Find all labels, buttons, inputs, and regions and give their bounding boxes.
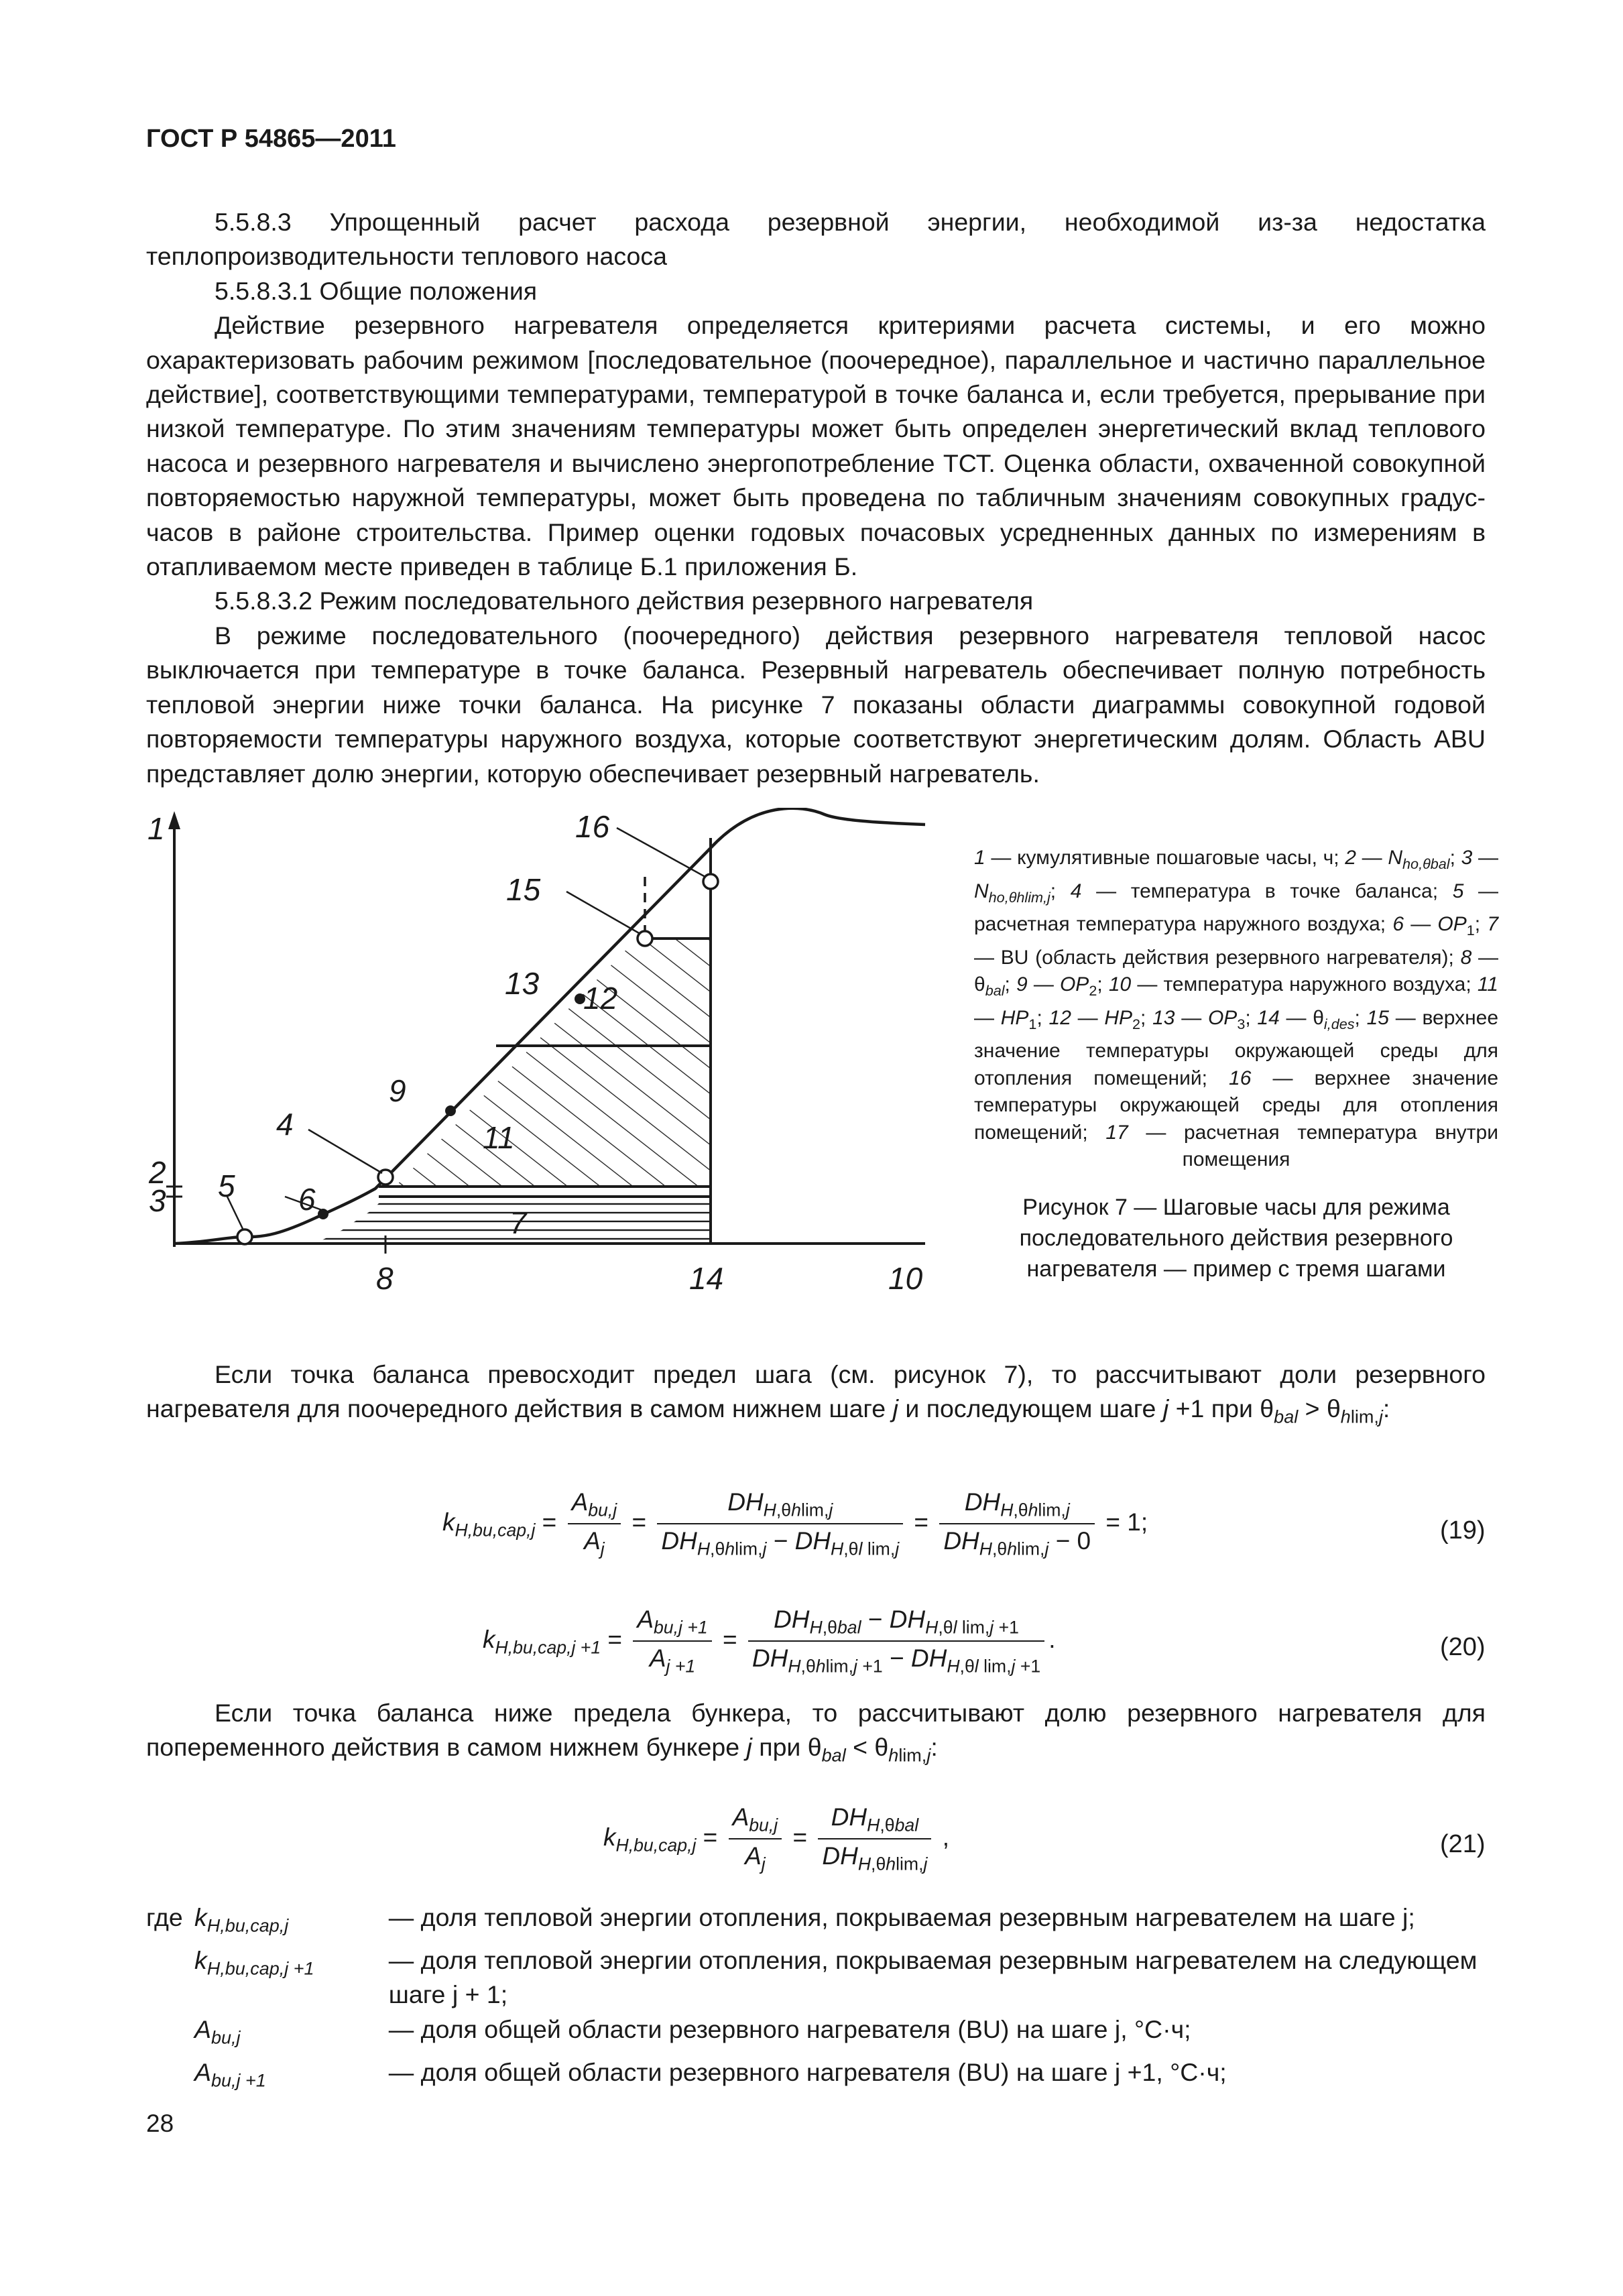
legend-item-9: 9 — $OP_2$; bbox=[1016, 973, 1103, 999]
region-11-hp1 bbox=[369, 1046, 711, 1187]
legend-item-5: 5 — расчетная температура наружного воздуха; bbox=[974, 880, 1499, 935]
label-x-8: 8 bbox=[376, 1261, 394, 1296]
label-9: 9 bbox=[389, 1073, 406, 1108]
point-5 bbox=[237, 1229, 252, 1244]
label-5: 5 bbox=[218, 1168, 235, 1203]
body-text-bunker bbox=[146, 1696, 1486, 1773]
label-11: 11 bbox=[483, 1120, 515, 1155]
figure-legend bbox=[974, 845, 1498, 1174]
equation-21-number: (21) bbox=[1440, 1830, 1486, 1858]
label-y-1: 1 bbox=[147, 811, 165, 846]
label-6: 6 bbox=[298, 1182, 316, 1217]
page-number: 28 bbox=[146, 2110, 174, 2137]
legend-item-1: 1 — кумулятивные пошаговые часы, ч; bbox=[974, 847, 1339, 869]
legend-item-7: 7 — BU (область действия резервного нагревателя); bbox=[974, 913, 1499, 969]
definition-row: $A_{bu,j +1}$ — доля общей области резервного нагревателя (BU) на шаге j +1, °С·ч; bbox=[194, 2057, 1227, 2091]
equation-21: $k_{H,bu,cap,j}$ = $\frac{A_{bu,j}}{A_j}$ = $\frac{DH_{H,\theta bal}}{DH_{H,\theta hlim,j}}$ , bbox=[603, 1803, 949, 1874]
legend-item-4: 4 — температура в точке баланса; bbox=[1070, 880, 1439, 902]
paragraph-balance-exceeds: Если точка баланса превосходит предел шага (см. рисунок 7), то рассчитывают доли резервного нагревателя для поочередного действия в самом нижнем шаге j и последующем шаге j +1 при $\theta_{bal} > \theta_{hlim,j}$: bbox=[146, 1360, 1486, 1427]
paragraph-sequential-mode: В режиме последовательного (поочередного) действия резервного нагревателя тепловой насос выключается при температуре в точке баланса. Резервный нагреватель обеспечивает полную потребность тепловой энергии ниже точки баланса. На рисунке 7 показаны области диаграммы совокупной годовой повторяемости температуры наружного воздуха, которые соответствуют энергетическим долям. Область ABU представляет долю энергии, которую обеспечивает резервный нагреватель. bbox=[146, 621, 1486, 788]
step-hours-diagram bbox=[147, 808, 939, 1331]
legend-item-10: 10 — температура наружного воздуха; bbox=[1108, 973, 1471, 995]
point-9 bbox=[445, 1105, 456, 1116]
definition-row: где $k_{H,bu,cap,j}$ — доля тепловой энергии отопления, покрываемая резервным нагревателем на шаге j; bbox=[146, 1900, 1487, 1943]
legend-item-14: 14 — $\theta_{i,des}$; bbox=[1257, 1006, 1360, 1032]
figure-7 bbox=[147, 808, 939, 1331]
legend-item-17: 17 — расчетная температура внутри помещения bbox=[1105, 1121, 1498, 1170]
label-x-14: 14 bbox=[689, 1261, 724, 1296]
where-label: где bbox=[146, 1903, 183, 1931]
figure-caption: Рисунок 7 — Шаговые часы для режима последовательного действия резервного нагревателя — пример с тремя шагами bbox=[1019, 1195, 1453, 1282]
paragraph-balance-below: Если точка баланса ниже предела бункера, то рассчитывают долю резервного нагревателя для попеременного действия в самом нижнем бункере j при $\theta_{bal} < \theta_{hlim,j}$: bbox=[146, 1699, 1486, 1766]
legend-item-13: 13 — $OP_3$; bbox=[1152, 1006, 1251, 1032]
body-text-top bbox=[146, 205, 1486, 791]
y-axis-arrow bbox=[168, 811, 180, 829]
label-4: 4 bbox=[276, 1107, 294, 1142]
label-y-3: 3 bbox=[149, 1183, 166, 1218]
definitions-list bbox=[146, 1900, 1487, 2098]
equation-19: $k_{H,bu,cap,j}$ = $\frac{A_{bu,j}}{A_j}$ = $\frac{DH_{H,\theta hlim,j}}{DH_{H,\theta hlim,j} - DH_{H,\theta l lim,j}}$ = $\frac{DH_{H,\theta hlim,j}}{DH_{H,\theta hlim,j} - 0}$ = 1; bbox=[442, 1488, 1148, 1559]
leader-4 bbox=[308, 1130, 382, 1173]
label-13: 13 bbox=[505, 966, 540, 1001]
body-text-after-figure bbox=[146, 1357, 1486, 1435]
legend-item-12: 12 — $HP_2$; bbox=[1048, 1006, 1146, 1032]
paragraph-5-5-8-3-1: 5.5.8.3.1 Общие положения bbox=[215, 276, 538, 305]
label-15: 15 bbox=[506, 872, 541, 907]
paragraph-5-5-8-3: 5.5.8.3 Упрощенный расчет расхода резервной энергии, необходимой из-за недостатка теплопроизводительности теплового насоса bbox=[146, 208, 1486, 271]
paragraph-5-5-8-3-2: 5.5.8.3.2 Режим последовательного действия резервного нагревателя bbox=[215, 587, 1034, 615]
paragraph-general: Действие резервного нагревателя определяется критериями расчета системы, и его можно охарактеризовать рабочим режимом [последовательное (поочередное), параллельное и частично параллельное действие], соответствующими температурами, температурой в точке баланса и, если требуется, прерывание при низкой температуре. По этим значениям температуры может быть определен энергетический вклад теплового насоса и резервного нагревателя и вычислено энергопотребление ТСТ. Оценка области, охваченной совокупной повторяемостью наружной температуры, может быть проведена по табличным значениям совокупных градус-часов в районе строительства. Пример оценки годовых почасовых усредненных данных по измерениям в отапливаемом месте приведен в таблице Б.1 приложения Б. bbox=[146, 311, 1486, 581]
leader-15 bbox=[566, 892, 640, 934]
equation-20: $k_{H,bu,cap,j +1}$ = $\frac{A_{bu,j +1}}{A_{j +1}}$ = $\frac{DH_{H,\theta bal} - DH_{H,\theta l lim,j +1}}{DH_{H,\theta hlim,j +1} - DH_{H,\theta l lim,j +1}}$ . bbox=[483, 1606, 1056, 1677]
legend-item-15: 15 — верхнее значение температуры окружающей среды для отопления помещений; bbox=[974, 1006, 1499, 1089]
leader-16 bbox=[617, 828, 705, 877]
label-y-2: 2 bbox=[149, 1155, 166, 1190]
legend-item-6: 6 — $OP_1$; bbox=[1392, 913, 1481, 939]
legend-item-3: 3 — $N_{ho,\theta hlim,j}$; bbox=[974, 847, 1499, 906]
equation-20-number: (20) bbox=[1440, 1633, 1486, 1661]
document-header: ГОСТ Р 54865—2011 bbox=[146, 125, 396, 153]
legend-item-16: 16 — верхнее значение температуры окружающей среды для отопления помещений; bbox=[974, 1067, 1499, 1144]
label-16: 16 bbox=[575, 809, 610, 844]
legend-item-8: 8 — $\theta_{bal}$; bbox=[974, 946, 1498, 999]
legend-item-2: 2 — $N_{ho,\theta bal}$; bbox=[1345, 847, 1455, 872]
label-12: 12 bbox=[583, 981, 618, 1016]
label-7: 7 bbox=[509, 1205, 527, 1240]
legend-item-11: 11 — $HP_1$; bbox=[974, 973, 1498, 1032]
definition-row: $k_{H,bu,cap,j +1}$ — доля тепловой энергии отопления, покрываемая резервным нагревателем на следующем шаге j + 1; bbox=[194, 1945, 1478, 2009]
equation-19-number: (19) bbox=[1440, 1516, 1486, 1545]
point-6 bbox=[318, 1209, 328, 1219]
definition-row: $A_{bu,j}$ — доля общей области резервного нагревателя (BU) на шаге j, °С·ч; bbox=[194, 2014, 1191, 2048]
label-x-10: 10 bbox=[888, 1261, 923, 1296]
